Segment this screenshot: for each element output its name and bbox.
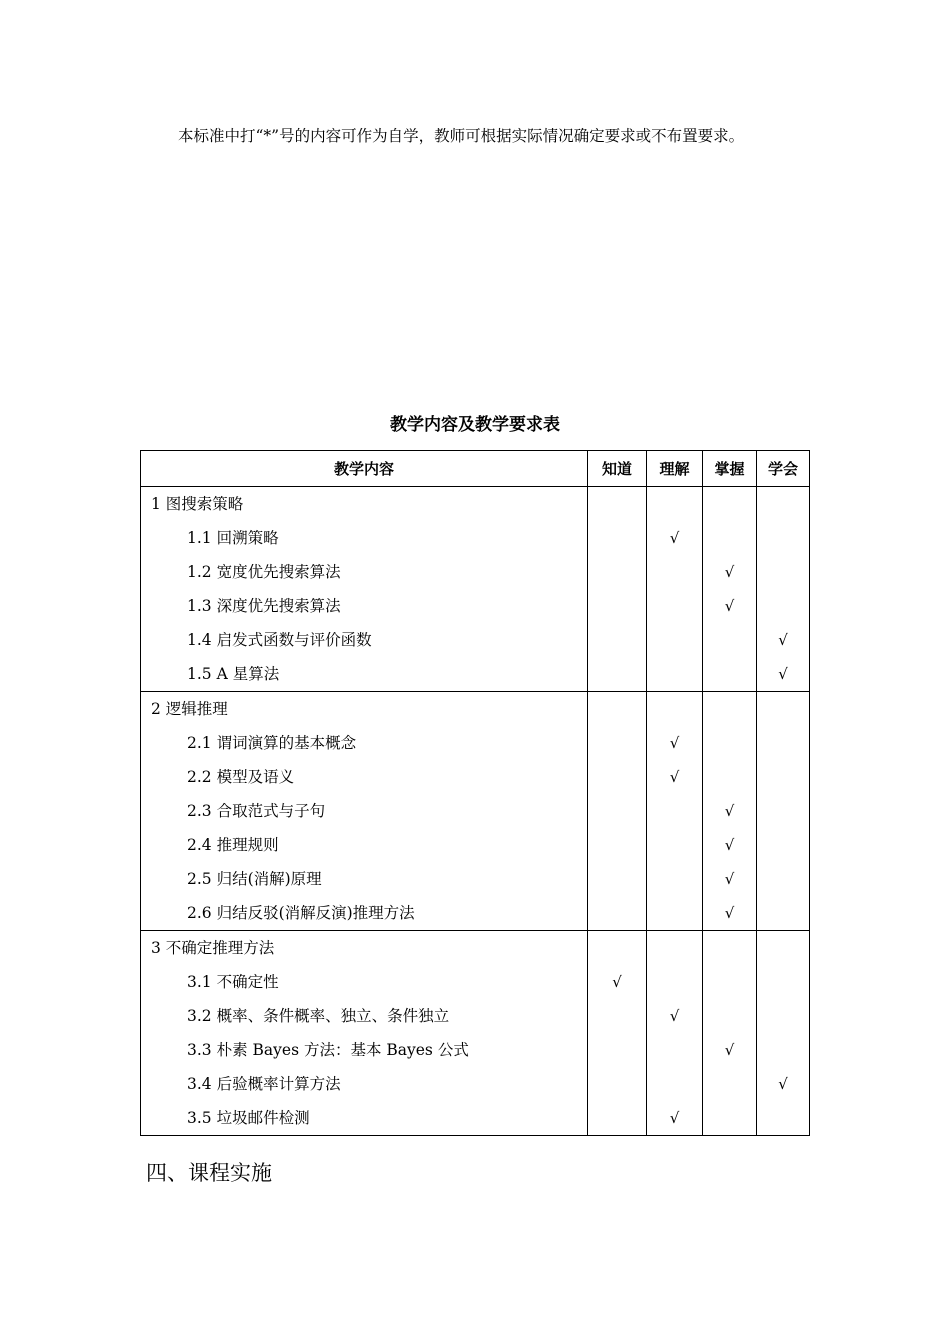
- check-mark: √: [778, 1075, 788, 1093]
- table-row: [141, 487, 810, 692]
- level-cell: [703, 692, 757, 931]
- check-mark: √: [724, 836, 735, 854]
- table-title: 教学内容及教学要求表: [390, 415, 560, 435]
- content-cell: [141, 487, 588, 692]
- standard-note: 本标准中打“*”号的内容可作为自学，教师可根据实际情况确定要求或不布置要求。: [178, 127, 745, 145]
- table-header-row: [141, 451, 810, 487]
- header-learn: 学会: [757, 451, 810, 487]
- list-item: 2.5 归结(消解)原理: [187, 870, 322, 888]
- group-title: 3 不确定推理方法: [151, 939, 275, 957]
- check-mark: √: [724, 904, 735, 922]
- level-cell: [647, 487, 703, 692]
- level-cell: [757, 931, 810, 1136]
- list-item: 1.2 宽度优先搜索算法: [187, 563, 341, 581]
- content-cell: [141, 931, 588, 1136]
- check-mark: √: [778, 665, 788, 683]
- list-item: 3.1 不确定性: [187, 973, 279, 991]
- list-item: 2.4 推理规则: [187, 836, 279, 854]
- header-know: 知道: [588, 451, 647, 487]
- content-cell: [141, 692, 588, 931]
- list-item: 2.1 谓词演算的基本概念: [187, 734, 357, 752]
- list-item: 3.2 概率、条件概率、独立、条件独立: [187, 1007, 450, 1025]
- requirements-table: [140, 450, 810, 1136]
- header-understand: 理解: [647, 451, 703, 487]
- level-cell: [647, 692, 703, 931]
- check-mark: √: [724, 802, 735, 820]
- group-title: 2 逻辑推理: [151, 700, 228, 718]
- check-mark: √: [612, 973, 622, 991]
- check-mark: √: [669, 1109, 680, 1127]
- list-item: 3.5 垃圾邮件检测: [187, 1109, 310, 1127]
- list-item: 2.2 模型及语义: [187, 768, 295, 786]
- list-item: 2.6 归结反驳(消解反演)推理方法: [187, 904, 415, 922]
- level-cell: [588, 487, 647, 692]
- check-mark: √: [724, 597, 735, 615]
- level-cell: [588, 931, 647, 1136]
- list-item: 3.3 朴素 Bayes 方法：基本 Bayes 公式: [187, 1041, 469, 1059]
- level-cell: [588, 692, 647, 931]
- list-item: 2.3 合取范式与子句: [187, 802, 326, 820]
- list-item: 1.3 深度优先搜索算法: [187, 597, 341, 615]
- list-item: 1.5 A 星算法: [187, 665, 280, 683]
- header-master: 掌握: [703, 451, 757, 487]
- check-mark: √: [778, 631, 788, 649]
- level-cell: [757, 487, 810, 692]
- level-cell: [703, 487, 757, 692]
- check-mark: √: [724, 1041, 735, 1059]
- group-title: 1 图搜索策略: [151, 495, 244, 513]
- table-row: [141, 931, 810, 1136]
- list-item: 3.4 后验概率计算方法: [187, 1075, 341, 1093]
- level-cell: [757, 692, 810, 931]
- list-item: 1.1 回溯策略: [187, 529, 279, 547]
- list-item: 1.4 启发式函数与评价函数: [187, 631, 372, 649]
- check-mark: √: [669, 1007, 680, 1025]
- section-heading: 四、课程实施: [146, 1161, 272, 1185]
- check-mark: √: [669, 529, 680, 547]
- check-mark: √: [669, 768, 680, 786]
- table-row: [141, 692, 810, 931]
- level-cell: [703, 931, 757, 1136]
- header-content: 教学内容: [141, 451, 588, 487]
- check-mark: √: [724, 563, 735, 581]
- check-mark: √: [669, 734, 680, 752]
- level-cell: [647, 931, 703, 1136]
- check-mark: √: [724, 870, 735, 888]
